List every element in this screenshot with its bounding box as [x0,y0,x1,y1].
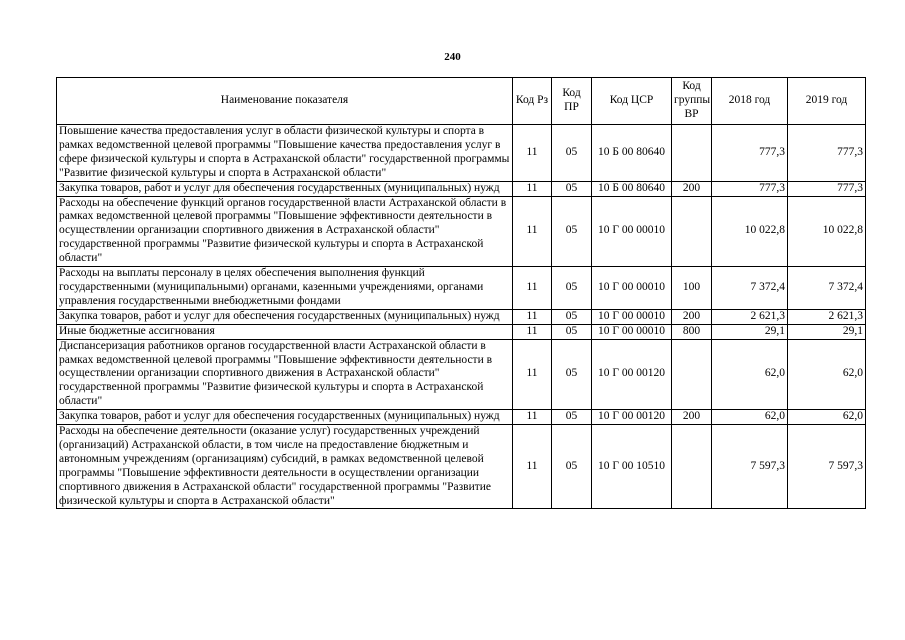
header-2019: 2019 год [788,78,866,125]
row-rz: 11 [513,267,552,310]
row-name: Диспансеризация работников органов государственной власти Астраханской области в рамках ведомственной целевой программы "Повышение эффективности деятельности в осуществлении организации спортивного движения в Астраханской области" государственной программы "Развитие физической культуры и спорта в Астраханской области" [57,339,513,410]
row-name: Закупка товаров, работ и услуг для обеспечения государственных (муниципальных) нужд [57,309,513,324]
row-vr [672,196,712,267]
header-rz: Код Рз [513,78,552,125]
header-vr: Код группы ВР [672,78,712,125]
row-pr: 05 [552,125,592,182]
row-csr: 10 Г 00 00120 [592,410,672,425]
row-vr [672,125,712,182]
row-name: Закупка товаров, работ и услуг для обеспечения государственных (муниципальных) нужд [57,181,513,196]
table-row [57,339,866,410]
row-name: Расходы на обеспечение деятельности (оказание услуг) государственных учреждений (организаций) Астраханской области, в том числе на предоставление бюджетным и автономным учреждениям (организациям) субсидий, в рамках ведомственной целевой программы "Повышение эффективности деятельности в осуществлении организации спортивного движения в Астраханской области" государственной программы "Развитие физической культуры и спорта в Астраханской области" [57,425,513,509]
row-csr: 10 Г 00 10510 [592,425,672,509]
row-2018: 2 621,3 [712,309,788,324]
row-rz: 11 [513,309,552,324]
header-pr: Код ПР [552,78,592,125]
header-name: Наименование показателя [57,78,513,125]
row-rz: 11 [513,339,552,410]
row-pr: 05 [552,309,592,324]
row-2019: 62,0 [788,339,866,410]
row-pr: 05 [552,196,592,267]
row-name: Расходы на выплаты персоналу в целях обеспечения выполнения функций государственными (муниципальными) органами, казенными учреждениями, органами управления государственными внебюджетными фондами [57,267,513,310]
row-vr: 200 [672,410,712,425]
row-2019: 10 022,8 [788,196,866,267]
row-2018: 62,0 [712,339,788,410]
row-name: Закупка товаров, работ и услуг для обеспечения государственных (муниципальных) нужд [57,410,513,425]
row-rz: 11 [513,196,552,267]
row-rz: 11 [513,125,552,182]
row-2019: 777,3 [788,125,866,182]
row-pr: 05 [552,410,592,425]
row-vr: 100 [672,267,712,310]
table-row [57,324,866,339]
row-pr: 05 [552,267,592,310]
header-2018: 2018 год [712,78,788,125]
table-row [57,125,866,182]
row-csr: 10 Г 00 00010 [592,196,672,267]
table-row [57,267,866,310]
row-vr [672,425,712,509]
table-row [57,425,866,509]
row-vr: 800 [672,324,712,339]
row-name: Расходы на обеспечение функций органов государственной власти Астраханской области в рамках ведомственной целевой программы "Повышение эффективности деятельности в осуществлении организации спортивного движения в Астраханской области" государственной программы "Развитие физической культуры и спорта в Астраханской области" [57,196,513,267]
row-rz: 11 [513,181,552,196]
row-2018: 29,1 [712,324,788,339]
row-vr: 200 [672,309,712,324]
row-name: Повышение качества предоставления услуг в области физической культуры и спорта в рамках ведомственной целевой программы "Повышение качества предоставления услуг в сфере физической культуры и спорта в Астраханской области" государственной программы "Развитие физической культуры и спорта в Астраханской области" [57,125,513,182]
row-csr: 10 Г 00 00010 [592,267,672,310]
row-rz: 11 [513,425,552,509]
row-pr: 05 [552,339,592,410]
row-2019: 62,0 [788,410,866,425]
row-pr: 05 [552,324,592,339]
row-name: Иные бюджетные ассигнования [57,324,513,339]
row-2019: 29,1 [788,324,866,339]
table-row [57,181,866,196]
row-2019: 7 372,4 [788,267,866,310]
row-rz: 11 [513,324,552,339]
page-number: 240 [444,51,461,63]
row-csr: 10 Г 00 00010 [592,309,672,324]
row-2019: 2 621,3 [788,309,866,324]
row-pr: 05 [552,181,592,196]
row-2018: 7 372,4 [712,267,788,310]
row-csr: 10 Б 00 80640 [592,181,672,196]
row-vr [672,339,712,410]
row-csr: 10 Г 00 00010 [592,324,672,339]
table-row [57,410,866,425]
row-rz: 11 [513,410,552,425]
row-csr: 10 Г 00 00120 [592,339,672,410]
row-2019: 777,3 [788,181,866,196]
row-2018: 7 597,3 [712,425,788,509]
budget-table [56,77,866,509]
row-csr: 10 Б 00 80640 [592,125,672,182]
row-2018: 62,0 [712,410,788,425]
row-2018: 10 022,8 [712,196,788,267]
row-pr: 05 [552,425,592,509]
table-row [57,196,866,267]
table-header-row [57,78,866,125]
row-2018: 777,3 [712,125,788,182]
row-2018: 777,3 [712,181,788,196]
row-vr: 200 [672,181,712,196]
row-2019: 7 597,3 [788,425,866,509]
header-csr: Код ЦСР [592,78,672,125]
table-row [57,309,866,324]
